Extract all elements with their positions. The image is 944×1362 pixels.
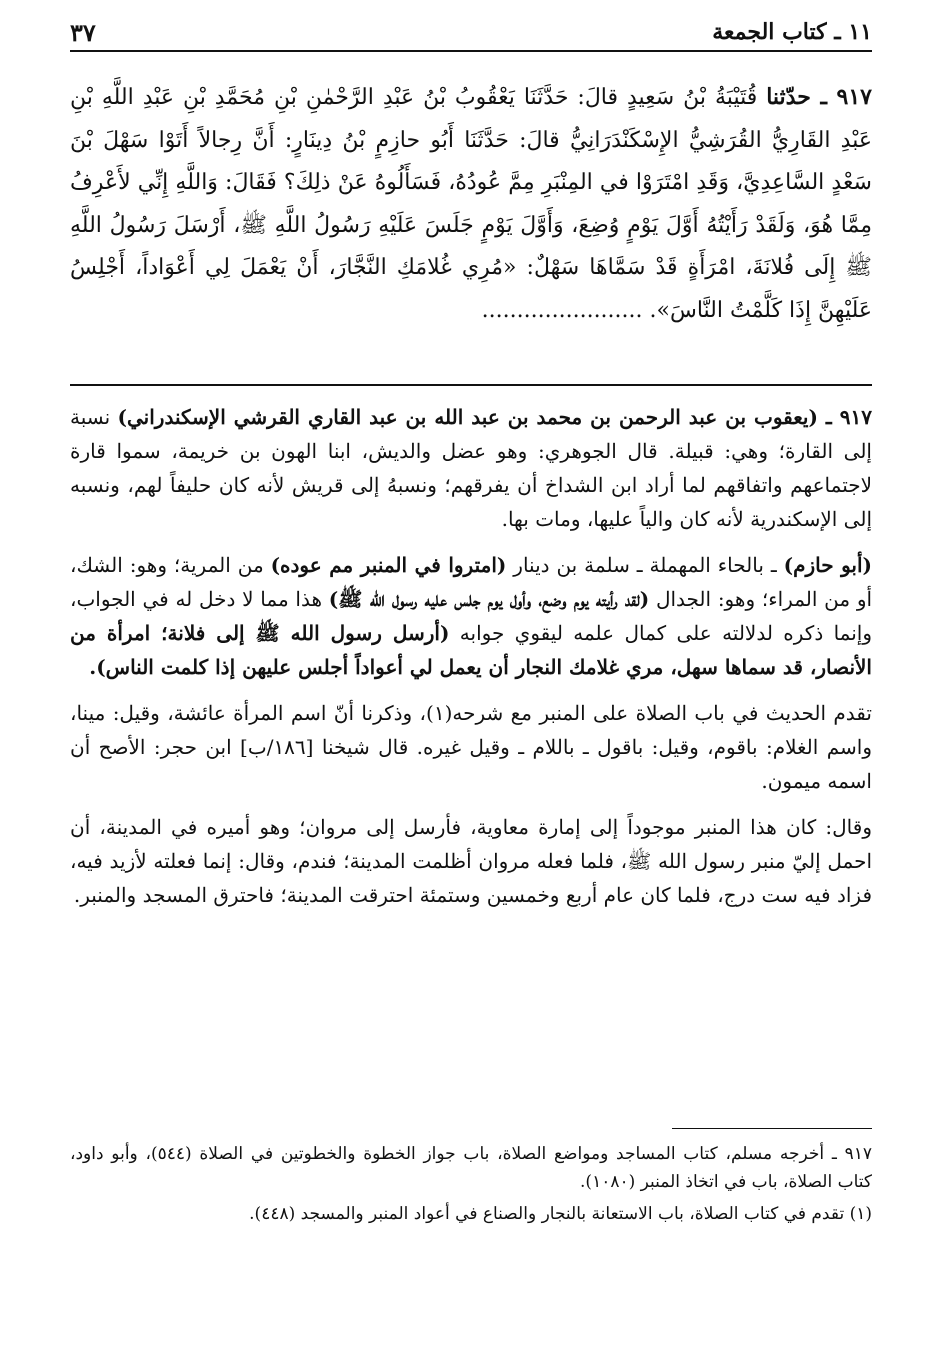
- page-header: [70, 14, 872, 52]
- footnote-divider: [672, 1128, 872, 1129]
- commentary-paragraph-1: [70, 400, 872, 536]
- term-raaytuhu: (لقد رأيته يوم وضع، وأول يوم جلس عليه رسول الله ﷺ): [328, 587, 650, 611]
- narrator-note: نسبة إلى القارة؛ وهي: قبيلة. قال الجوهري: وهو عضل والديش، ابنا الهون بن خريمة، سموا قارة لاجتماعهم واتفاقهم لما أراد ابن الشداخ أن يفرقهم؛ ونسبهُ إلى قريش لأنه كان حليفاً لهم، ونسبه إلى الإسكندرية لأنه كان والياً عليها، ومات بها.: [70, 405, 872, 531]
- commentary-paragraph-4: وقال: كان هذا المنبر موجوداً إلى إمارة معاوية، فأرسل إلى مروان؛ وهو أميره في المدينة، أن احمل إليّ منبر رسول الله ﷺ، فلما فعله مروان أظلمت المدينة؛ فندم، وقال: إنما فعلته لأزيد فيه، فزاد فيه ست درج، فلما كان عام أربع وخمسين وستمئة احترقت المدينة؛ فاحترق المسجد والمنبر.: [70, 815, 872, 907]
- commentary: [70, 400, 872, 924]
- chapter-title: ١١ ـ كتاب الجمعة: [712, 19, 872, 45]
- hadith-number: ٩١٧ ـ حدّثنا: [766, 84, 872, 110]
- term-abu-hazim: (أبو حازم): [783, 553, 873, 577]
- hadith-text: [70, 76, 872, 332]
- term-arsala: (أرسل رسول الله ﷺ إلى فلانة؛ امرأة من الأنصار، قد سماها سهل، مري غلامك النجار أن يعمل لي أعواداً أجلس عليهن إذا كلمت الناس).: [70, 621, 872, 679]
- page-number: ٣٧: [70, 17, 96, 47]
- commentary-paragraph-2: [70, 548, 872, 684]
- term-note-3: هذا مما لا دخل له في الجواب، وإنما ذكره لدلالته على كمال علمه ليقوي جوابه: [70, 587, 873, 645]
- term-imtaraw: (امتروا في المنبر مم عوده): [270, 553, 507, 577]
- hadith-dots: .......................: [481, 297, 643, 323]
- narrator-heading: ٩١٧ ـ (يعقوب بن عبد الرحمن بن محمد بن عبد الله بن عبد القاري القرشي الإسكندراني): [117, 405, 872, 429]
- commentary-paragraph-3: تقدم الحديث في باب الصلاة على المنبر مع شرحه(١)، وذكرنا أنّ اسم المرأة عائشة، وقيل: مينا، واسم الغلام: باقوم، وقيل: باقول ـ باللام ـ وقيل غيره. قال شيخنا [١٨٦/ب] ابن حجر: الأصح أن اسمه ميمون.: [70, 701, 872, 793]
- footnote-1: (١) تقدم في كتاب الصلاة، باب الاستعانة بالنجار والصناع في أعواد المنبر والمسجد (٤٤٨).: [249, 1204, 872, 1224]
- term-note-1: ـ بالحاء المهملة ـ سلمة بن دينار: [513, 553, 777, 577]
- section-divider: [70, 384, 872, 386]
- term-note-2: من المرية؛ وهو: الشك، أو من المراء؛ وهو: الجدال: [70, 553, 873, 611]
- hadith-body: قُتَيْبَةُ بْنُ سَعِيدٍ قالَ: حَدَّثَنَا يَعْقُوبُ بْنُ عَبْدِ الرَّحْمٰنِ بْنِ مُحَمَّدِ بْنِ عَبْدِ اللَّهِ بْنِ عَبْدِ القَارِيُّ القُرَشِيُّ الإِسْكَنْدَرَانِيُّ قالَ: حَدَّثَنَا أَبُو حازِمٍ بْنُ دِينَارٍ: أَنَّ رِجالاً أَتَوْا سَهْلَ بْنَ سَعْدٍ السَّاعِدِيَّ، وَقَدِ امْتَرَوْا في المِنْبَرِ مِمَّ عُودُهُ، فَسَأَلُوهُ عَنْ ذلِكَ؟ فَقَالَ: وَاللَّهِ إِنِّي لأَعْرِفُ مِمَّا هُوَ، وَلَقَدْ رَأَيْتُهُ أَوَّلَ يَوْمٍ وُضِعَ، وَأَوَّلَ يَوْمٍ جَلَسَ عَلَيْهِ رَسُولُ اللَّهِ ﷺ، أَرْسَلَ رَسُولُ اللَّهِ ﷺ إِلَى فُلانَةَ، امْرَأَةٍ قَدْ سَمَّاهَا سَهْلٌ: «مُرِي غُلامَكِ النَّجَّارَ، أَنْ يَعْمَلَ لِي أَعْوَاداً، أَجْلِسُ عَلَيْهِنَّ إِذَا كَلَّمْتُ النَّاسَ».: [70, 85, 872, 323]
- footnotes: [70, 1140, 872, 1232]
- footnote-917: ٩١٧ ـ أخرجه مسلم، كتاب المساجد ومواضع الصلاة، باب جواز الخطوة والخطوتين في الصلاة (٥٤٤)، وأبو داود، كتاب الصلاة، باب في اتخاذ المنبر (١٠٨٠).: [70, 1144, 872, 1192]
